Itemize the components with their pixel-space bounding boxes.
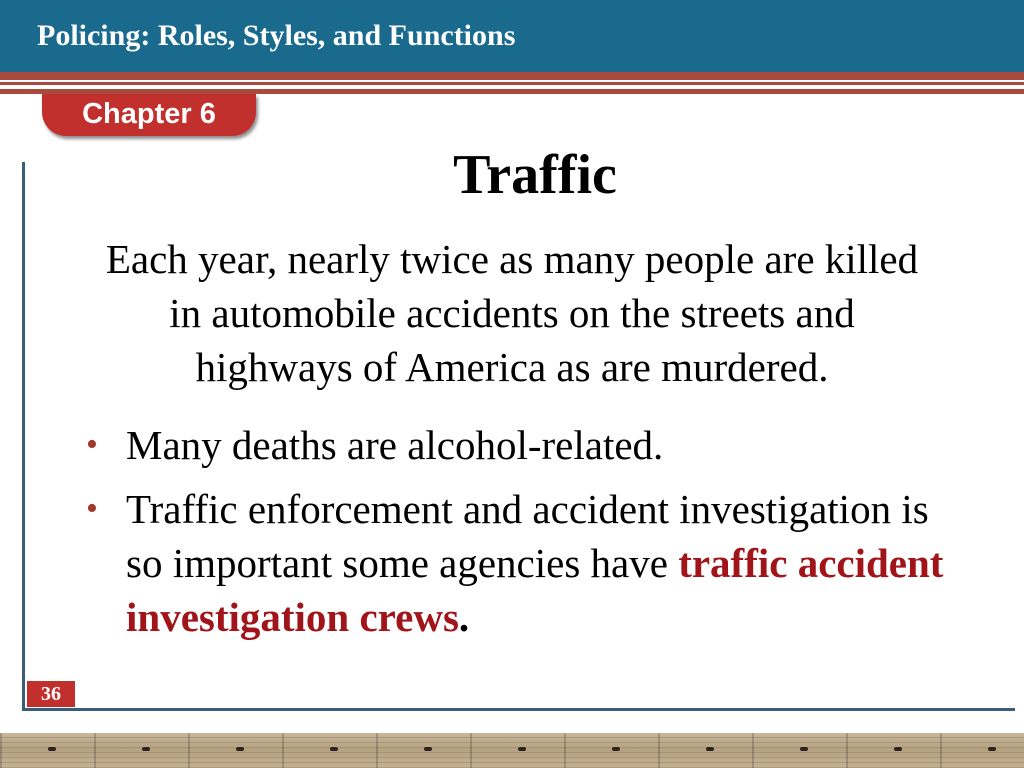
bullet-period: . bbox=[458, 594, 470, 640]
course-title: Policing: Roles, Styles, and Functions bbox=[37, 19, 516, 52]
header-bar bbox=[0, 0, 1024, 72]
rivet-icon bbox=[800, 747, 808, 751]
rivet-icon bbox=[142, 747, 150, 751]
slide-title: Traffic bbox=[453, 144, 617, 206]
rivet-icon bbox=[330, 747, 338, 751]
rivet-icon bbox=[988, 747, 996, 751]
rivet-icon bbox=[518, 747, 526, 751]
bullet-icon: • bbox=[86, 490, 98, 527]
page-number: 36 bbox=[27, 681, 75, 707]
chapter-tab bbox=[42, 94, 256, 136]
footer-texture bbox=[0, 733, 1024, 768]
rivet-icon bbox=[48, 747, 56, 751]
rivet-icon bbox=[424, 747, 432, 751]
rivet-icon bbox=[236, 747, 244, 751]
header-stripe bbox=[0, 82, 1024, 85]
bullet-item bbox=[80, 418, 960, 472]
bullet-text: Many deaths are alcohol-related. bbox=[126, 422, 664, 468]
bullet-text: Traffic enforcement and accident investigation is so important some agencies have bbox=[126, 486, 929, 586]
rivet-icon bbox=[706, 747, 714, 751]
emphasis-term: traffic accident investigation crews bbox=[126, 540, 944, 640]
bullet-icon: • bbox=[86, 426, 98, 463]
rivet-icon bbox=[612, 747, 620, 751]
bottom-border-rule bbox=[22, 708, 1015, 711]
bullet-list bbox=[80, 418, 960, 654]
bullet-item bbox=[80, 482, 960, 644]
chapter-label: Chapter 6 bbox=[82, 98, 216, 130]
intro-paragraph: Each year, nearly twice as many people are killed in automobile accidents on the streets and highways of America as are murdered. bbox=[105, 236, 919, 390]
left-border-rule bbox=[22, 162, 25, 710]
rivet-icon bbox=[894, 747, 902, 751]
header-stripe bbox=[0, 72, 1024, 80]
